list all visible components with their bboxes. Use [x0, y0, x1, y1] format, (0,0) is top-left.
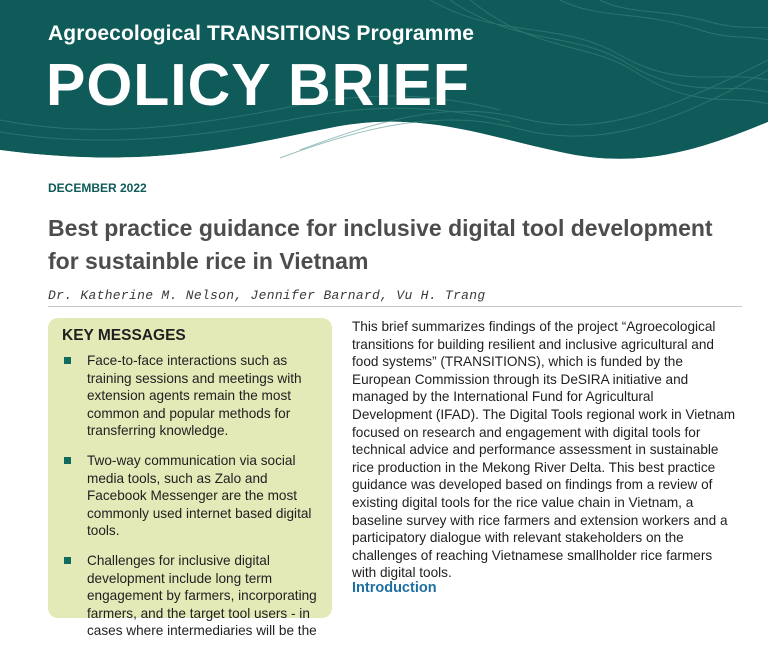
key-messages-heading: KEY MESSAGES — [62, 327, 186, 344]
introduction-heading: Introduction — [352, 580, 437, 596]
key-message-item — [62, 452, 322, 540]
square-bullet-icon — [64, 457, 71, 464]
programme-name: Agroecological TRANSITIONS Programme — [48, 22, 475, 45]
summary-paragraph: This brief summarizes findings of the project “Agroecological transitions for building resilient and inclusive agricultural and food systems” (TRANSITIONS), which is funded by the European Commission through its DeSIRA initiative and managed by the International Fund for Agricultural Development (IFAD). The Digital Tools regional work in Vietnam focused on research and engagement with digital tools for technical advice and performance assessment in sustainable rice production in the Mekong River Delta. This best practice guidance was developed based on findings from a review of existing digital tools for the rice value chain in Vietnam, a baseline survey with rice farmers and extension workers and a participatory dialogue with relevant stakeholders on the challenges of reaching Vietnamese smallholder rice farmers with digital tools. — [352, 319, 736, 581]
key-message-text: Two-way communication via social media tools, such as Zalo and Facebook Messenger are the most commonly used internet based digital tools. — [87, 452, 312, 539]
document-type-title: POLICY BRIEF — [46, 52, 470, 118]
square-bullet-icon — [64, 557, 71, 564]
square-bullet-icon — [64, 357, 71, 364]
key-messages-list — [62, 352, 322, 652]
key-message-item — [62, 552, 322, 640]
header-banner — [0, 0, 768, 170]
authors-line: Dr. Katherine M. Nelson, Jennifer Barnard, Vu H. Trang — [48, 288, 486, 303]
brief-title: Best practice guidance for inclusive digital tool development for sustainble rice in Vietnam — [48, 215, 713, 274]
key-message-text: Challenges for inclusive digital development include long term engagement by farmers, incorporating farmers, and the target tool users - in cases where intermediaries will be the — [87, 552, 317, 639]
publication-date: DECEMBER 2022 — [48, 181, 147, 195]
key-message-text: Face-to-face interactions such as training sessions and meetings with extension agents remain the most common and popular methods for transferring knowledge. — [87, 353, 302, 439]
key-message-item — [62, 352, 322, 440]
key-messages-box — [48, 318, 332, 639]
divider — [48, 306, 742, 307]
